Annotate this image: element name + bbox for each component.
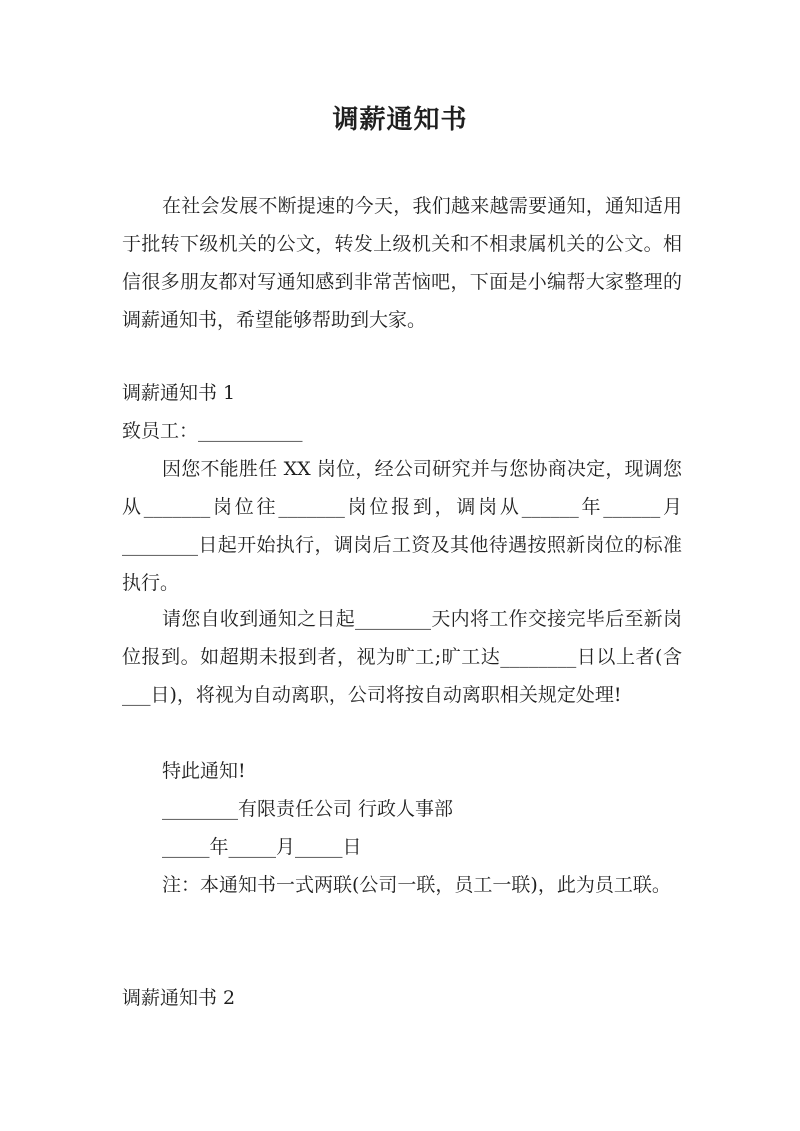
signature-line: ________有限责任公司 行政人事部 [162,798,454,820]
note-paragraph: 注：本通知书一式两联(公司一联，员工一联)，此为员工联。 [162,874,671,896]
section1-heading: 调薪通知书 1 [122,382,236,404]
body-paragraph-2: 请您自收到通知之日起________天内将工作交接完毕后至新岗位报到。如超期未报到者，视为旷工;旷工达________日以上者(含___日)，将视为自动离职，公司将按自动离职相关规定处理! [122,608,682,706]
salutation-line: 致员工：___________ [122,420,303,442]
section2-heading: 调薪通知书 2 [122,987,236,1009]
intro-paragraph: 在社会发展不断提速的今天，我们越来越需要通知，通知适用于批转下级机关的公文，转发上级机关和不相隶属机关的公文。相信很多朋友都对写通知感到非常苦恼吧，下面是小编帮大家整理的调薪通知书，希望能够帮助到大家。 [122,195,682,331]
closing-line: 特此通知! [162,760,246,782]
document-title: 调薪通知书 [332,105,468,135]
body-paragraph-1: 因您不能胜任 XX 岗位，经公司研究并与您协商决定，现调您从_______岗位往_______岗位报到，调岗从______年______月________日起开始执行，调岗后工资及其他待遇按照新岗位的标准执行。 [122,458,682,594]
date-line: _____年_____月_____日 [162,836,362,858]
